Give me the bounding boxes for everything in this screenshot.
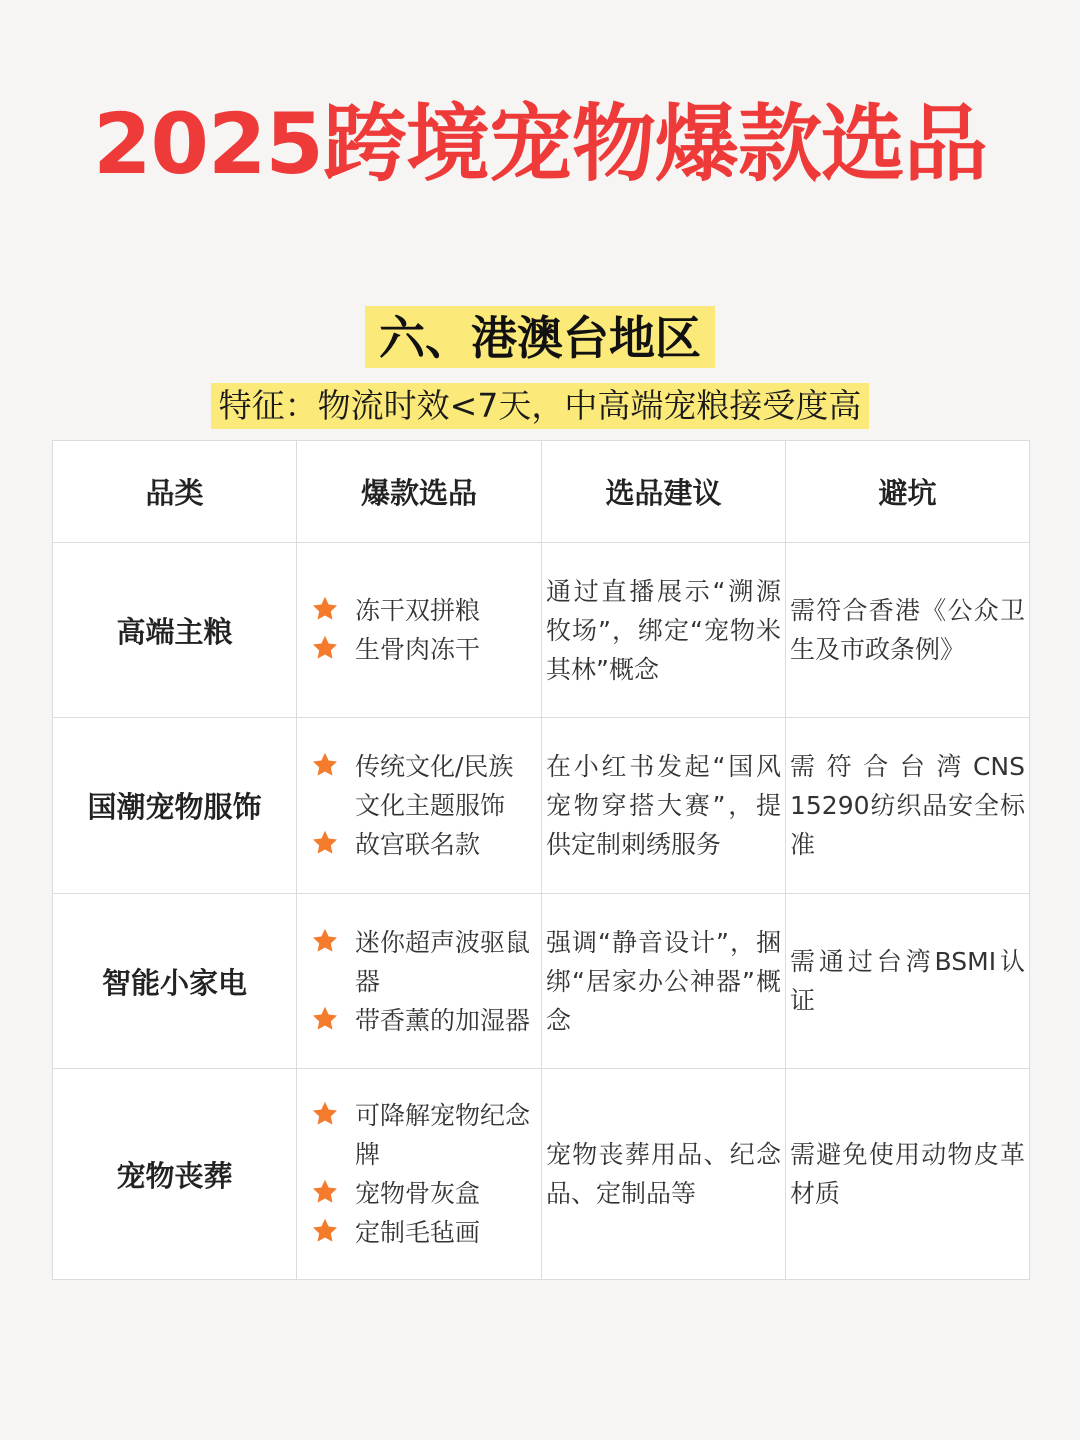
item-text: 冻干双拼粮 [355, 596, 481, 625]
item-text: 传统文化/民族文化主题服饰 [355, 752, 514, 820]
header-category: 品类 [53, 441, 297, 543]
table-row [53, 1069, 1030, 1280]
star-icon [311, 751, 341, 781]
product-table [52, 440, 1030, 1280]
category-cell: 高端主粮 [53, 543, 297, 718]
star-icon [311, 1100, 341, 1130]
suggestion-cell: 强调“静音设计”，捆绑“居家办公神器”概念 [542, 894, 786, 1069]
category-cell: 宠物丧葬 [53, 1069, 297, 1280]
table-row [53, 543, 1030, 718]
items-cell [297, 894, 542, 1069]
star-icon [311, 595, 341, 625]
list-item [305, 747, 533, 825]
section-heading: 六、港澳台地区 [365, 306, 715, 368]
page-title: 2025跨境宠物爆款选品 [93, 95, 987, 193]
item-text: 可降解宠物纪念牌 [355, 1101, 531, 1169]
items-cell [297, 543, 542, 718]
list-item [305, 1174, 533, 1213]
list-item [305, 1213, 533, 1252]
list-item [305, 1001, 533, 1040]
suggestion-cell: 通过直播展示“溯源牧场”，绑定“宠物米其林”概念 [542, 543, 786, 718]
list-item [305, 630, 533, 669]
pitfall-cell: 需符合香港《公众卫生及市政条例》 [786, 543, 1030, 718]
suggestion-cell: 在小红书发起“国风宠物穿搭大赛”，提供定制刺绣服务 [542, 718, 786, 894]
pitfall-cell: 需通过台湾BSMI认证 [786, 894, 1030, 1069]
suggestion-cell: 宠物丧葬用品、纪念品、定制品等 [542, 1069, 786, 1280]
star-icon [311, 1217, 341, 1247]
feature-line-container [0, 383, 1080, 429]
item-text: 故宫联名款 [355, 830, 481, 859]
list-item [305, 591, 533, 630]
list-item [305, 923, 533, 1001]
list-item [305, 1096, 533, 1174]
header-pitfall: 避坑 [786, 441, 1030, 543]
item-text: 宠物骨灰盒 [355, 1179, 481, 1208]
feature-line: 特征：物流时效<7天，中高端宠粮接受度高 [211, 383, 870, 429]
item-text: 生骨肉冻干 [355, 635, 481, 664]
items-cell [297, 718, 542, 894]
star-icon [311, 927, 341, 957]
table-header-row [53, 441, 1030, 543]
item-text: 迷你超声波驱鼠器 [355, 927, 531, 996]
list-item [305, 825, 533, 864]
section-heading-container [0, 306, 1080, 368]
star-icon [311, 1178, 341, 1208]
category-cell: 国潮宠物服饰 [53, 718, 297, 894]
star-icon [311, 829, 341, 859]
star-icon [311, 634, 341, 664]
category-cell: 智能小家电 [53, 894, 297, 1069]
table-row [53, 894, 1030, 1069]
table-row [53, 718, 1030, 894]
pitfall-cell: 需符合台湾CNS 15290纺织品安全标准 [786, 718, 1030, 894]
item-text: 定制毛毡画 [355, 1218, 481, 1247]
items-cell [297, 1069, 542, 1280]
item-text: 带香薰的加湿器 [355, 1005, 531, 1035]
star-icon [311, 1005, 341, 1035]
pitfall-cell: 需避免使用动物皮革材质 [786, 1069, 1030, 1280]
header-suggestion: 选品建议 [542, 441, 786, 543]
header-hot-items: 爆款选品 [297, 441, 542, 543]
